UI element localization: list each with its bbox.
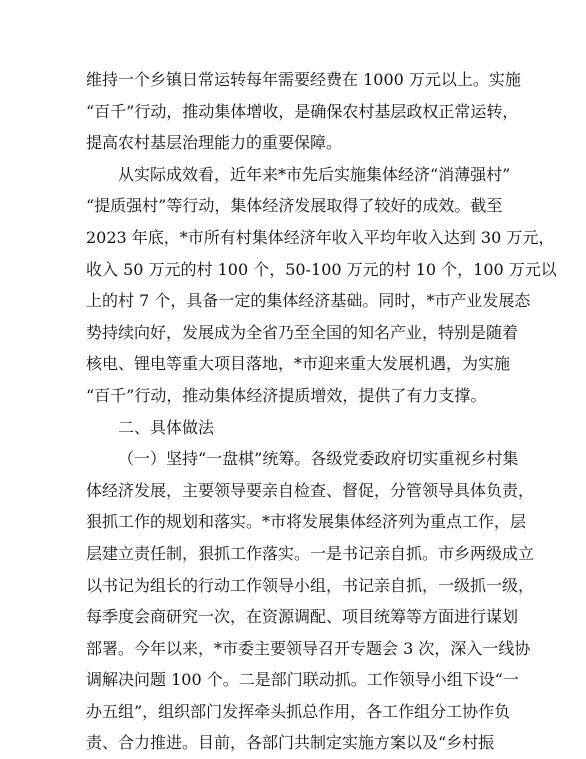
text-line: 势持续向好，发展成为全省乃至全国的知名产业，特别是随着 (86, 322, 519, 342)
text-line: 以书记为组长的行动工作领导小组，书记亲自抓，一级抓一级， (86, 575, 535, 595)
text-line: “百千”行动，推动集体增收，是确保农村基层政权正常运转， (86, 101, 519, 121)
section-heading (86, 412, 502, 444)
paragraph-2 (86, 159, 557, 412)
text-line: 上的村 7 个，具备一定的集体经济基础。同时，*市产业发展态 (86, 291, 531, 311)
text-line: 收入 50 万元的村 100 个，50-100 万元的村 10 个，100 万元以 (86, 259, 557, 279)
text-line: 核电、锂电等重大项目落地，*市迎来重大发展机遇，为实施 (86, 354, 511, 374)
text-line: 办五组”，组织部门发挥牵头抓总作用，各工作组分工协作负 (86, 701, 511, 721)
text-line: 每季度会商研究一次，在资源调配、项目统筹等方面进行谋划 (86, 607, 519, 627)
text-line: 2023 年底，*市所有村集体经济年收入平均年收入达到 30 万元， (86, 227, 555, 247)
text-line: （一）坚持“一盘棋”统筹。各级党委政府切实重视乡村集 (118, 449, 519, 469)
text-line: 从实际成效看，近年来*市先后实施集体经济“消薄强村” (118, 164, 511, 184)
text-line: 调解决问题 100 个。二是部门联动抓。工作领导小组下设“一 (86, 670, 519, 690)
text-line: 维持一个乡镇日常运转每年需要经费在 1000 万元以上。实施 (86, 70, 521, 89)
text-line: 责、合力推进。目前，各部门共制定实施方案以及“乡村振 (86, 733, 495, 753)
paragraph-1 (86, 64, 521, 159)
text-line: 提高农村基层治理能力的重要保障。 (86, 133, 343, 153)
document-page (86, 64, 557, 759)
text-line: “百千”行动，推动集体经济提质增效，提供了有力支撑。 (86, 385, 487, 405)
text-line: 体经济发展，主要领导要亲自检查、督促，分管领导具体负责， (86, 480, 535, 500)
text-line: 层建立责任制，狠抓工作落实。一是书记亲自抓。市乡两级成立 (86, 543, 535, 563)
text-line: 狠抓工作的规划和落实。*市将发展集体经济列为重点工作，层 (86, 512, 527, 532)
text-line: 部署。今年以来，*市委主要领导召开专题会 3 次，深入一线协 (86, 638, 531, 658)
paragraph-3 (86, 443, 535, 759)
heading-text: 二、具体做法 (118, 417, 215, 437)
text-line: “提质强村”等行动，集体经济发展取得了较好的成效。截至 (86, 196, 503, 216)
